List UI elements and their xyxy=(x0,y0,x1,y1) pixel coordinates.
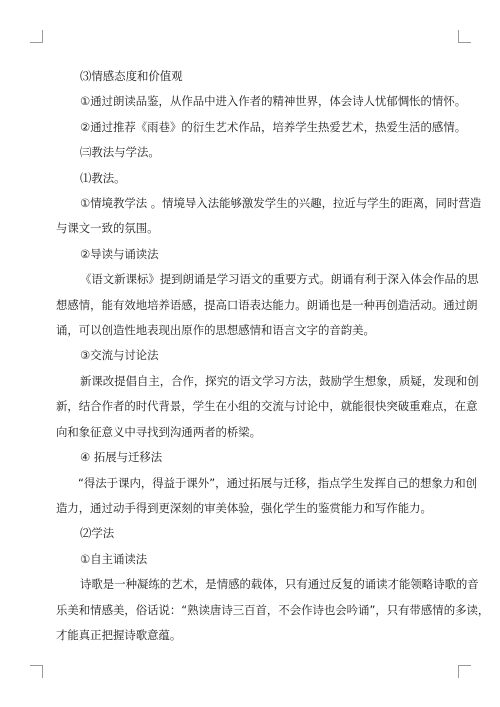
heading-teaching-method: ⑴教法。 xyxy=(80,170,126,185)
crop-mark-bottom-right xyxy=(458,665,471,678)
heading-methods: ㈢教法与学法。 xyxy=(80,145,160,160)
text-line: ②通过推荐《雨巷》的衍生艺术作品，培养学生热爱艺术，热爱生活的感情。 xyxy=(80,119,467,134)
heading-emotion-values: ⑶情感态度和价值观 xyxy=(80,69,183,83)
heading-extension-method: ④ 拓展与迁移法 xyxy=(80,450,163,465)
text-line: “得法于课内，得益于课外”，通过拓展与迁移，指点学生发挥自己的想象力和创 xyxy=(78,475,478,490)
text-line: 才能真正把握诗歌意蕴。 xyxy=(56,627,182,642)
text-line: 《语文新课标》提到朗诵是学习语文的重要方式。朗诵有利于深入体会作品的思 xyxy=(80,272,479,287)
heading-reading-method: ②导读与诵读法 xyxy=(80,246,159,261)
crop-mark-top-left xyxy=(30,30,43,43)
text-line: 诵，可以创造性地表现出原作的思想感情和语言文字的音韵美。 xyxy=(56,323,375,338)
text-line: ①通过朗读品鉴，从作品中进入作者的精神世界，体会诗人忧郁惆怅的情怀。 xyxy=(80,94,467,109)
heading-learning-method: ⑵学法 xyxy=(80,526,115,541)
text-line: 向和象征意义中寻找到沟通两者的桥梁。 xyxy=(56,424,262,439)
text-line: 新，结合作者的时代背景，学生在小组的交流与讨论中，就能很快突破重难点，在意 xyxy=(56,399,478,414)
crop-mark-bottom-left xyxy=(30,665,43,678)
text-line: 乐美和情感美，俗话说：“熟读唐诗三百首，不会作诗也会吟诵”，只有带感情的多读， xyxy=(56,602,490,617)
text-line: 新课改提倡自主，合作，探究的语文学习方法，鼓励学生想象，质疑，发现和创 xyxy=(80,373,479,388)
heading-self-reading-method: ①自主诵读法 xyxy=(80,551,148,566)
text-line: ①情境教学法 。情境导入法能够激发学生的兴趣，拉近与学生的距离，同时营造 xyxy=(80,196,482,211)
text-line: 想感情，能有效地培养语感，提高口语表达能力。朗诵也是一种再创造活动。通过朗 xyxy=(56,297,478,312)
document-body xyxy=(56,64,490,648)
text-line: 造力，通过动手得到更深刻的审美体验，强化学生的鉴赏能力和写作能力。 xyxy=(56,500,432,515)
text-line: 诗歌是一种凝练的艺术，是情感的载体，只有通过反复的诵读才能领略诗歌的音 xyxy=(80,577,479,592)
text-line: 与课文一致的氛围。 xyxy=(56,221,159,236)
crop-mark-top-right xyxy=(458,30,471,43)
heading-discussion-method: ③交流与讨论法 xyxy=(80,348,159,363)
